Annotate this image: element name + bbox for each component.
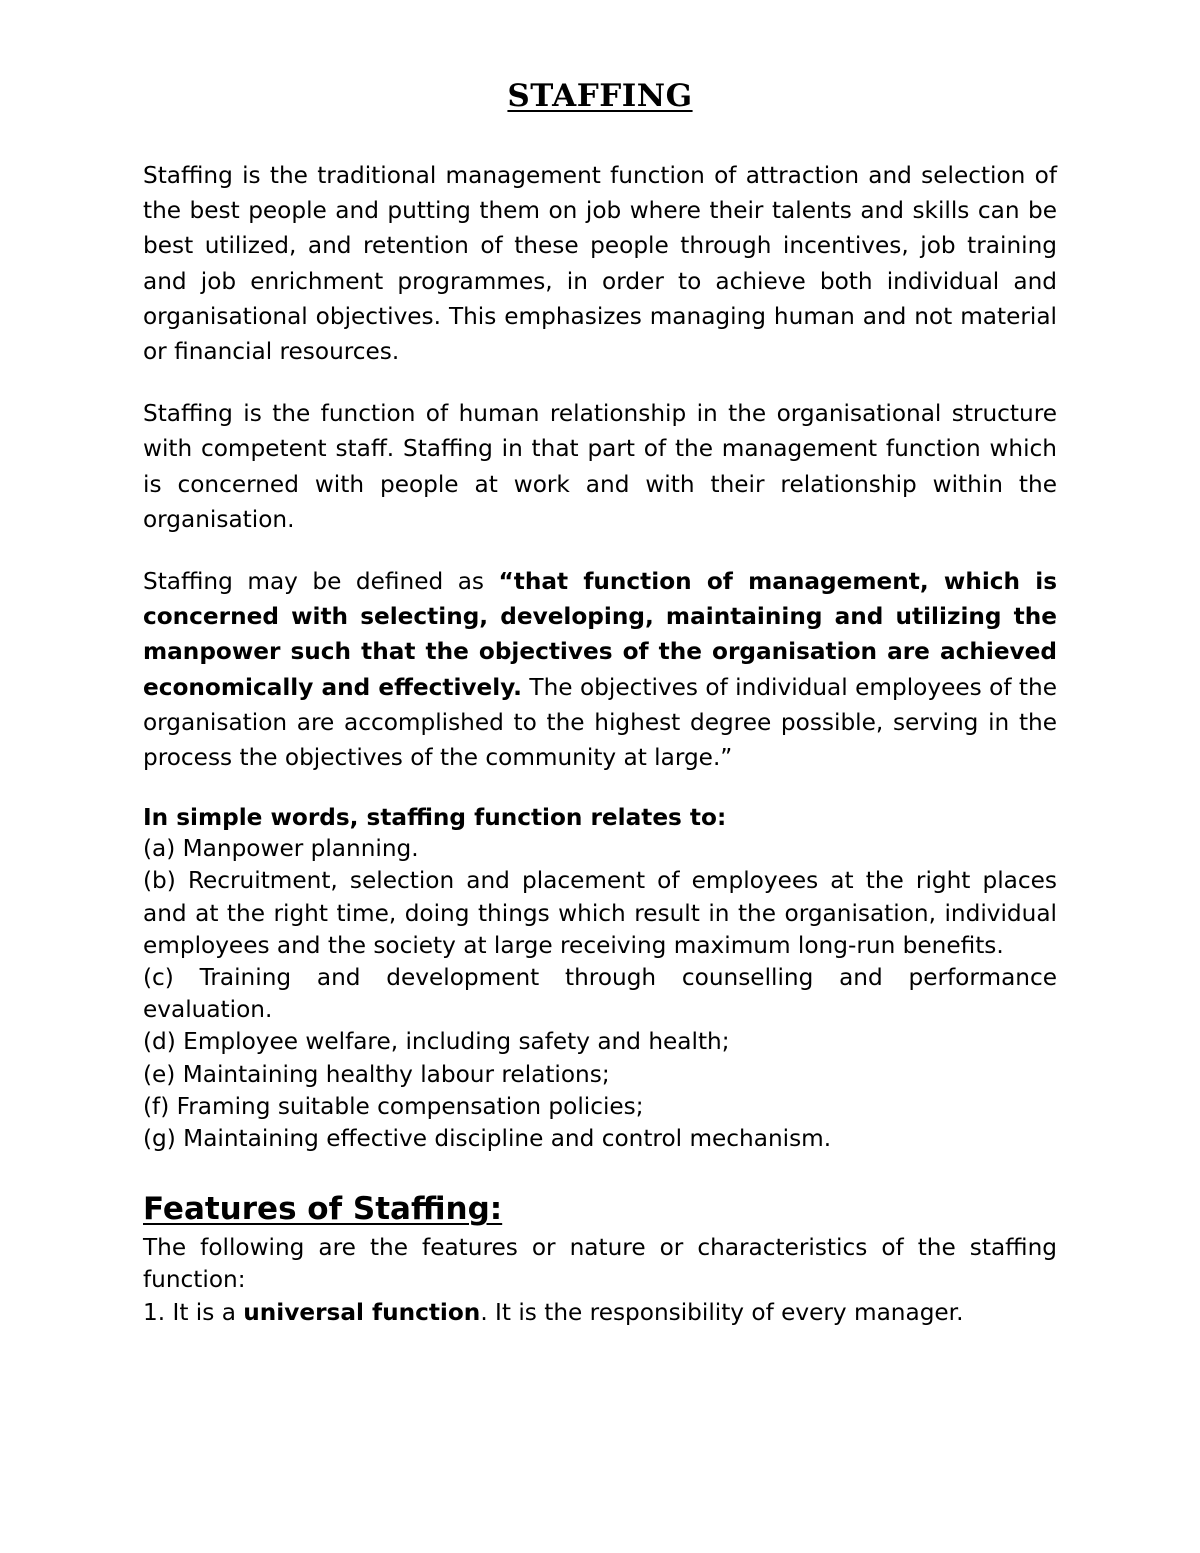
definition-quote-bold: “that function of management, which is concerned with selecting, developing, maintaining and utilizing the manpower such that the objectives of the organisation are achieved economically and effectively. [143, 568, 1057, 701]
feature-point-1 [143, 1297, 1057, 1329]
paragraph-human-relationship: Staffing is the function of human relationship in the organisational structure with competent staff. Staffing in that part of the management function which is concerned with people at work and with their relationship within the organisation. [143, 400, 1057, 533]
document-page [143, 70, 1057, 1329]
paragraph-definition: Staffing is the traditional management function of attraction and selection of the best people and putting them on job where their talents and skills can be best utilized, and retention of these people through incentives, job training and job enrichment programmes, in order to achieve both individual and organisational objectives. This emphasizes managing human and not material or financial resources. [143, 162, 1057, 366]
list-item-b: (b) Recruitment, selection and placement of employees at the right places and at the right time, doing things which result in the organisation, individual employees and the society at large receiving maximum long-run benefits. [143, 867, 1057, 959]
list-item-f: (f) Framing suitable compensation policies; [143, 1092, 644, 1120]
paragraph-formal-definition [143, 564, 1057, 775]
features-intro: The following are the features or nature or characteristics of the staffing function: [143, 1234, 1057, 1294]
features-heading: Features of Staffing: [143, 1191, 503, 1228]
simple-words-lead: In simple words, staffing function relates to: [143, 804, 727, 832]
definition-rest-text: The objectives of individual employees of the organisation are accomplished to the highest degree possible, serving in the process the objectives of the community at large.” [143, 673, 1057, 772]
feature-point-1-bold: universal function [243, 1298, 481, 1326]
page-title: STAFFING [507, 78, 693, 114]
feature-point-1-rest: . It is the responsibility of every manager. [480, 1298, 964, 1326]
feature-point-1-lead: 1. It is a [143, 1298, 244, 1326]
list-item-g: (g) Maintaining effective discipline and control mechanism. [143, 1125, 832, 1153]
list-item-d: (d) Employee welfare, including safety and health; [143, 1028, 730, 1056]
list-item-c: (c) Training and development through counselling and performance evaluation. [143, 964, 1057, 1024]
list-item-e: (e) Maintaining healthy labour relations; [143, 1060, 610, 1088]
list-item-a: (a) Manpower planning. [143, 835, 419, 863]
definition-lead-text: Staffing may be defined as [143, 568, 499, 596]
